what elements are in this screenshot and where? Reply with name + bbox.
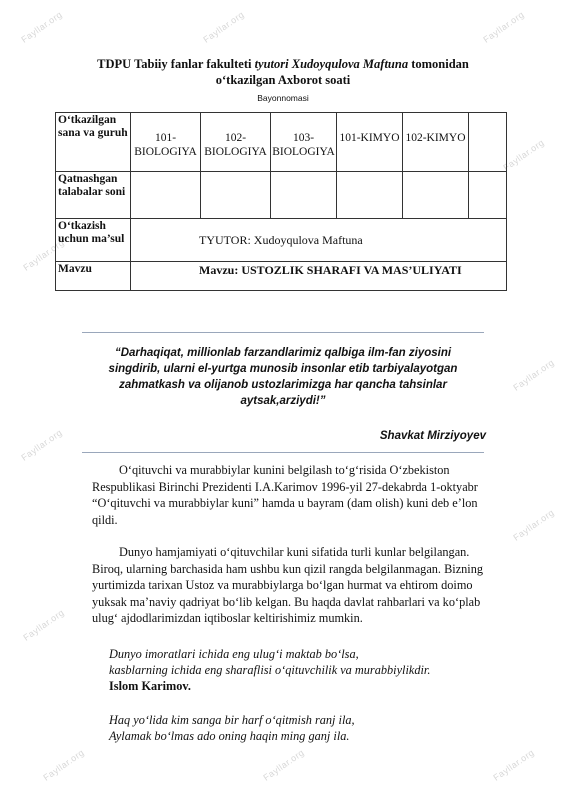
group-cell: 101-KIMYO (337, 113, 403, 171)
poem-line: Aylamak bo‘lmas ado oning haqin ming ganj ila. (109, 729, 350, 743)
students-count-cell (201, 172, 271, 218)
poem-line: Dunyo imoratlari ichida eng ulug‘i maktab bo‘lsa, (109, 647, 359, 661)
responsible-value: TYUTOR: Xudoyqulova Maftuna (131, 219, 507, 262)
students-count-cell (403, 172, 469, 218)
poem-author: Islom Karimov. (109, 679, 191, 693)
watermark: Fayllar.org (19, 9, 65, 45)
divider-bottom (82, 452, 484, 453)
watermark: Fayllar.org (491, 747, 537, 783)
title-part2: tomonidan (411, 57, 469, 71)
divider-top (82, 332, 484, 333)
epigraph-author: Shavkat Mirziyoyev (379, 430, 486, 442)
quote-karimov (109, 646, 509, 694)
poem-line: Haq yo‘lida kim sanga bir harf o‘qitmish ranj ila, (109, 713, 355, 727)
watermark: Fayllar.org (501, 137, 547, 173)
watermark: Fayllar.org (21, 607, 67, 643)
students-count-cell (337, 172, 403, 218)
info-table (55, 112, 507, 291)
topic-value: Mavzu: USTOZLIK SHARAFI VA MAS’ULIYATI (131, 262, 507, 291)
students-count-cell (469, 172, 506, 218)
title-tutor: tyutori Xudoyqulova Maftuna (254, 57, 412, 71)
watermark: Fayllar.org (511, 357, 557, 393)
groups-cell (131, 113, 507, 172)
watermark: Fayllar.org (201, 9, 247, 45)
students-count-cell (271, 172, 337, 218)
row-label-responsible: O‘tkazish uchun ma’sul (56, 219, 131, 262)
students-cell (131, 172, 507, 219)
title-line2: o‘tkazilgan Axborot soati (215, 73, 351, 87)
body-paragraph: O‘qituvchi va murabbiylar kunini belgilash to‘g‘risida O‘zbekiston Respublikasi Birinchi Prezidenti I.A.Karimov 1996-yil 27-dekabrda 1-oktyabr “O‘qituvchi va murabbiylar kuni” hamda u bayram (dam olish) kuni deb e’lon qildi. (92, 463, 478, 527)
group-cell: 102-KIMYO (403, 113, 469, 171)
watermark: Fayllar.org (19, 427, 65, 463)
quote-navoi (109, 712, 509, 744)
students-row (131, 172, 506, 218)
document-title (0, 56, 566, 88)
students-count-cell (131, 172, 201, 218)
title-part1: TDPU Tabiiy fanlar fakulteti (97, 57, 255, 71)
watermark: Fayllar.org (261, 747, 307, 783)
group-cell (469, 113, 506, 171)
watermark: Fayllar.org (481, 9, 527, 45)
watermark: Fayllar.org (41, 747, 87, 783)
group-cell: 103-BIOLOGIYA (271, 113, 337, 171)
watermark: Fayllar.org (511, 507, 557, 543)
row-label-date-group: O‘tkazilgan sana va guruh (56, 113, 131, 172)
body-paragraph: Dunyo hamjamiyati o‘qituvchilar kuni sifatida turli kunlar belgilangan. Biroq, ularning barchasida ham ushbu kun qizil rangda belgilanmagan. Bizning yurtimizda tarixan Ustoz va murabbiylarga bo‘lgan hurmat va ehtirom doimo yuksak ma’naviy qadriyat bo‘lib kelgan. Bu haqda davlat rahbarlari va ko‘plab ulug‘ ajdodlarimizdan iqtiboslar keltirishimiz mumkin. (92, 545, 484, 625)
watermark: Fayllar.org (21, 237, 67, 273)
group-cell: 101-BIOLOGIYA (131, 113, 201, 171)
group-cell: 102-BIOLOGIYA (201, 113, 271, 171)
row-label-topic: Mavzu (56, 262, 131, 291)
epigraph-quote: “Darhaqiqat, millionlab farzandlarimiz qalbiga ilm-fan ziyosini singdirib, ularni el-yurtga munosib insonlar etib tarbiyalayotgan zahmatkash va olijanob ustozlarimizga har qancha tahsinlar aytsak,arziydi!” (108, 347, 458, 407)
document-subtitle: Bayonnomasi (257, 93, 309, 103)
row-label-students: Qatnashgan talabalar soni (56, 172, 131, 219)
poem-line: kasblarning ichida eng sharaflisi o‘qituvchilik va murabbiylikdir. (109, 663, 431, 677)
groups-row (131, 113, 506, 171)
